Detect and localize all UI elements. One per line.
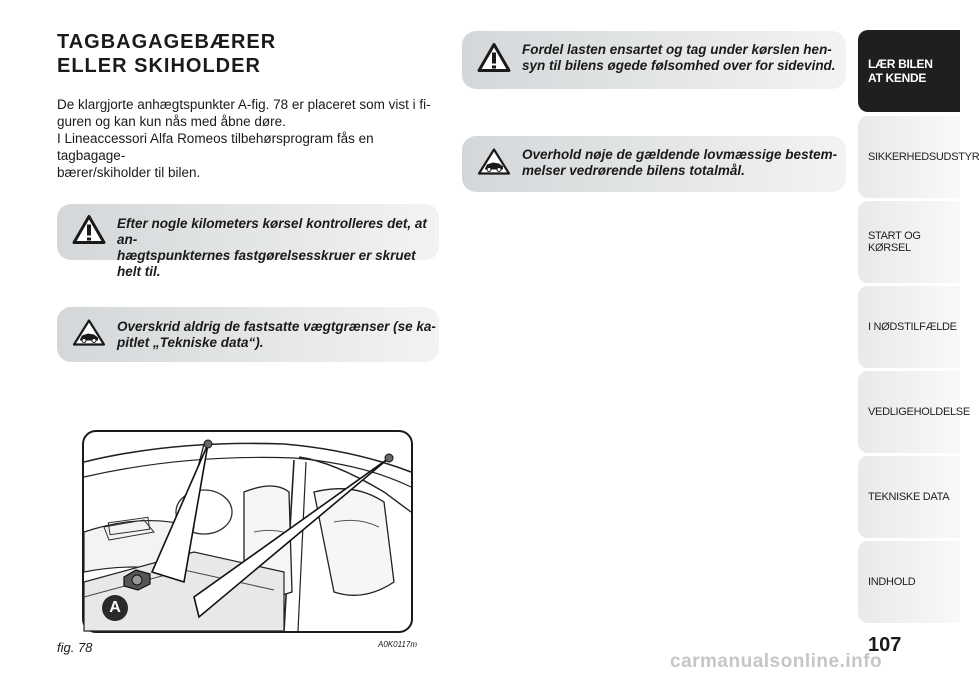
- tab-laer-bilen-at-kende[interactable]: LÆR BILEN AT KENDE: [858, 30, 960, 112]
- figure-code: A0K0117m: [378, 640, 417, 649]
- note-line: hægtspunkternes fastgørelsesskruer er skruet helt til.: [117, 248, 416, 279]
- car-interior-figure: [82, 430, 413, 633]
- page-number: 107: [868, 634, 902, 656]
- tab-sikkerhedsudstyr[interactable]: SIKKERHEDSUDSTYR: [858, 116, 960, 198]
- intro-line: guren og kan kun nås med åbne døre.: [57, 114, 286, 129]
- callout-a: A: [102, 595, 128, 621]
- car-caution-icon: [476, 147, 512, 182]
- note-line: pitlet „Tekniske data“).: [117, 335, 264, 350]
- intro-paragraph: [57, 96, 442, 181]
- caution-note: [57, 307, 439, 362]
- note-line: Fordel lasten ensartet og tag under kørslen hen-: [522, 42, 832, 57]
- warning-note: [57, 204, 439, 279]
- figure-label: fig. 78: [57, 640, 93, 655]
- tab-indhold[interactable]: INDHOLD: [858, 541, 960, 623]
- tab-vedligeholdelse[interactable]: VEDLIGEHOLDELSE: [858, 371, 960, 453]
- warning-icon: [476, 42, 512, 79]
- note-line: Overhold nøje de gældende lovmæssige bestem-: [522, 147, 838, 162]
- note-line: Overskrid aldrig de fastsatte vægtgrænser (se ka-: [117, 319, 436, 334]
- watermark: carmanualsonline.info: [670, 651, 883, 672]
- warning-note: [462, 31, 846, 89]
- note-line: melser vedrørende bilens totalmål.: [522, 163, 745, 178]
- caution-note: [462, 136, 846, 192]
- note-line: syn til bilens øgede følsomhed over for sidevind.: [522, 58, 836, 73]
- intro-line: I Lineaccessori Alfa Romeos tilbehørsprogram fås en tagbagage-: [57, 131, 374, 163]
- car-caution-icon: [71, 317, 107, 352]
- tab-start-og-korsel[interactable]: START OG KØRSEL: [858, 201, 960, 283]
- section-title: TAGBAGAGEBÆRER ELLER SKIHOLDER: [57, 31, 277, 77]
- warning-icon: [71, 214, 107, 251]
- tab-i-nodstilfaelde[interactable]: I NØDSTILFÆLDE: [858, 286, 960, 368]
- note-line: Efter nogle kilometers kørsel kontrolleres det, at an-: [117, 216, 427, 247]
- roof-anchor-illustration: [84, 432, 411, 631]
- tab-tekniske-data[interactable]: TEKNISKE DATA: [858, 456, 960, 538]
- intro-line: bærer/skiholder til bilen.: [57, 165, 201, 180]
- intro-line: De klargjorte anhægtspunkter A-fig. 78 er placeret som vist i fi-: [57, 97, 431, 112]
